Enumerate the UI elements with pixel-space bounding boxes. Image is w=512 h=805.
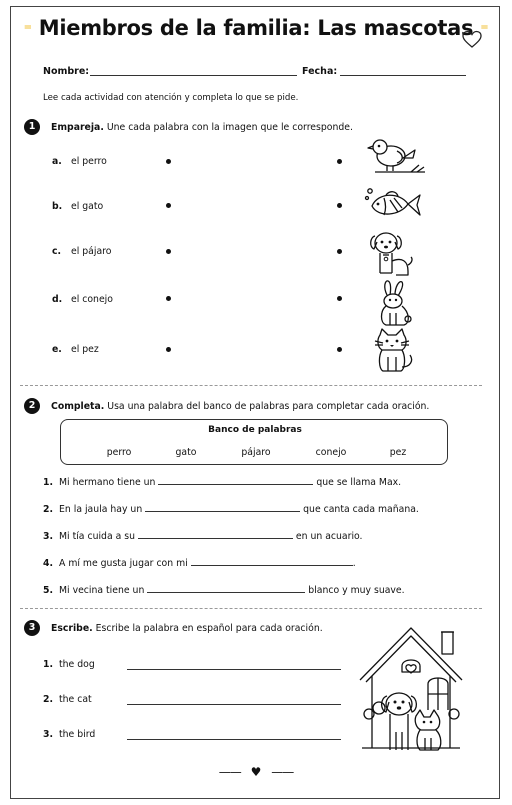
right-sparkle-icon: ⁼ — [480, 20, 489, 39]
house-with-dog-and-cat-icon — [358, 622, 464, 756]
section-2-heading — [51, 401, 429, 412]
fill-in-blank[interactable] — [158, 476, 313, 485]
sentence-after: blanco y muy suave. — [308, 585, 405, 596]
sentence-before: Mi tía cuida a su — [59, 531, 135, 542]
footer-ornament — [0, 765, 512, 779]
item-word: el pez — [71, 344, 99, 355]
match-dot-right[interactable] — [337, 347, 342, 352]
item-letter: e. — [52, 344, 62, 355]
page-title: Miembros de la familia: Las mascotas — [38, 16, 474, 40]
sentence-number: 2. — [43, 504, 54, 515]
fill-in-blank[interactable] — [147, 584, 305, 593]
match-dot-right[interactable] — [337, 159, 342, 164]
item-number: 3. — [43, 729, 54, 740]
sentence-number: 1. — [43, 477, 54, 488]
translate-item-2 — [43, 694, 92, 705]
english-word: the bird — [59, 729, 96, 740]
match-dot-right[interactable] — [337, 203, 342, 208]
section-3-heading — [51, 623, 323, 634]
date-field[interactable] — [340, 75, 466, 76]
match-dot-left[interactable] — [166, 249, 171, 254]
section-divider — [20, 608, 482, 609]
left-sparkle-icon: ⁼ — [23, 20, 32, 39]
sentence-after: que canta cada mañana. — [303, 504, 419, 515]
heart-icon: ♥ — [250, 765, 262, 779]
match-dot-right[interactable] — [337, 296, 342, 301]
bird-icon — [367, 136, 429, 180]
item-letter: a. — [52, 156, 62, 167]
section-divider — [20, 385, 482, 386]
fill-in-blank[interactable] — [138, 530, 293, 539]
english-word: the dog — [59, 659, 95, 670]
fill-in-blank[interactable] — [191, 557, 353, 566]
section-1-heading — [51, 122, 353, 133]
answer-line[interactable] — [127, 669, 341, 670]
answer-line[interactable] — [127, 739, 341, 740]
answer-line[interactable] — [127, 704, 341, 705]
item-word: el perro — [71, 156, 107, 167]
sentence-after: en un acuario. — [295, 531, 363, 542]
dog-icon — [366, 227, 416, 279]
sentence-number: 3. — [43, 531, 54, 542]
item-word: el conejo — [71, 294, 113, 305]
match-dot-left[interactable] — [166, 347, 171, 352]
english-word: the cat — [59, 694, 92, 705]
match-dot-left[interactable] — [166, 203, 171, 208]
title-row — [0, 16, 512, 40]
section-1-number: 1 — [24, 119, 40, 135]
sentence-before: A mí me gusta jugar con mi — [59, 558, 188, 569]
word-bank — [60, 419, 448, 465]
name-label: Nombre: — [43, 66, 90, 77]
word-bank-word: perro — [106, 447, 132, 458]
match-dot-left[interactable] — [166, 159, 171, 164]
item-letter: c. — [52, 246, 62, 257]
footer-dash-left: —— — [218, 765, 241, 779]
cat-icon — [372, 327, 416, 375]
sentence-after: . — [352, 558, 356, 569]
heart-outline-icon — [462, 30, 482, 50]
fill-in-blank[interactable] — [145, 503, 300, 512]
section-3-title: Escribe. — [51, 623, 93, 634]
sentence-after: que se llama Max. — [316, 477, 402, 488]
sentence-before: Mi hermano tiene un — [59, 477, 156, 488]
rabbit-icon — [374, 279, 416, 329]
sentence-1 — [43, 476, 401, 488]
name-field[interactable] — [90, 75, 297, 76]
word-bank-word: conejo — [315, 447, 347, 458]
section-3-number: 3 — [24, 620, 40, 636]
section-2-title: Completa. — [51, 401, 105, 412]
instructions: Lee cada actividad con atención y completa lo que se pide. — [43, 93, 299, 103]
section-2-text: Usa una palabra del banco de palabras para completar cada oración. — [107, 401, 430, 412]
word-bank-word: pez — [389, 447, 407, 458]
sentence-number: 5. — [43, 585, 54, 596]
item-letter: d. — [52, 294, 63, 305]
match-dot-right[interactable] — [337, 249, 342, 254]
match-dot-left[interactable] — [166, 296, 171, 301]
item-letter: b. — [52, 201, 63, 212]
date-label: Fecha: — [302, 66, 338, 77]
sentence-2 — [43, 503, 419, 515]
word-bank-title: Banco de palabras — [208, 425, 302, 435]
word-bank-word: pájaro — [241, 447, 271, 458]
translate-item-1 — [43, 659, 95, 670]
item-word: el pájaro — [71, 246, 112, 257]
item-number: 2. — [43, 694, 54, 705]
sentence-before: Mi vecina tiene un — [59, 585, 145, 596]
section-3-text: Escribe la palabra en español para cada oración. — [95, 623, 323, 634]
section-1-text: Une cada palabra con la imagen que le corresponde. — [106, 122, 353, 133]
section-1-title: Empareja. — [51, 122, 104, 133]
sentence-3 — [43, 530, 363, 542]
footer-dash-right: —— — [271, 765, 294, 779]
translate-item-3 — [43, 729, 95, 740]
section-2-number: 2 — [24, 398, 40, 414]
sentence-before: En la jaula hay un — [59, 504, 143, 515]
item-word: el gato — [71, 201, 104, 212]
sentence-5 — [43, 584, 405, 596]
item-number: 1. — [43, 659, 54, 670]
fish-icon — [364, 186, 424, 224]
word-bank-word: gato — [175, 447, 197, 458]
sentence-number: 4. — [43, 558, 54, 569]
sentence-4 — [43, 557, 356, 569]
